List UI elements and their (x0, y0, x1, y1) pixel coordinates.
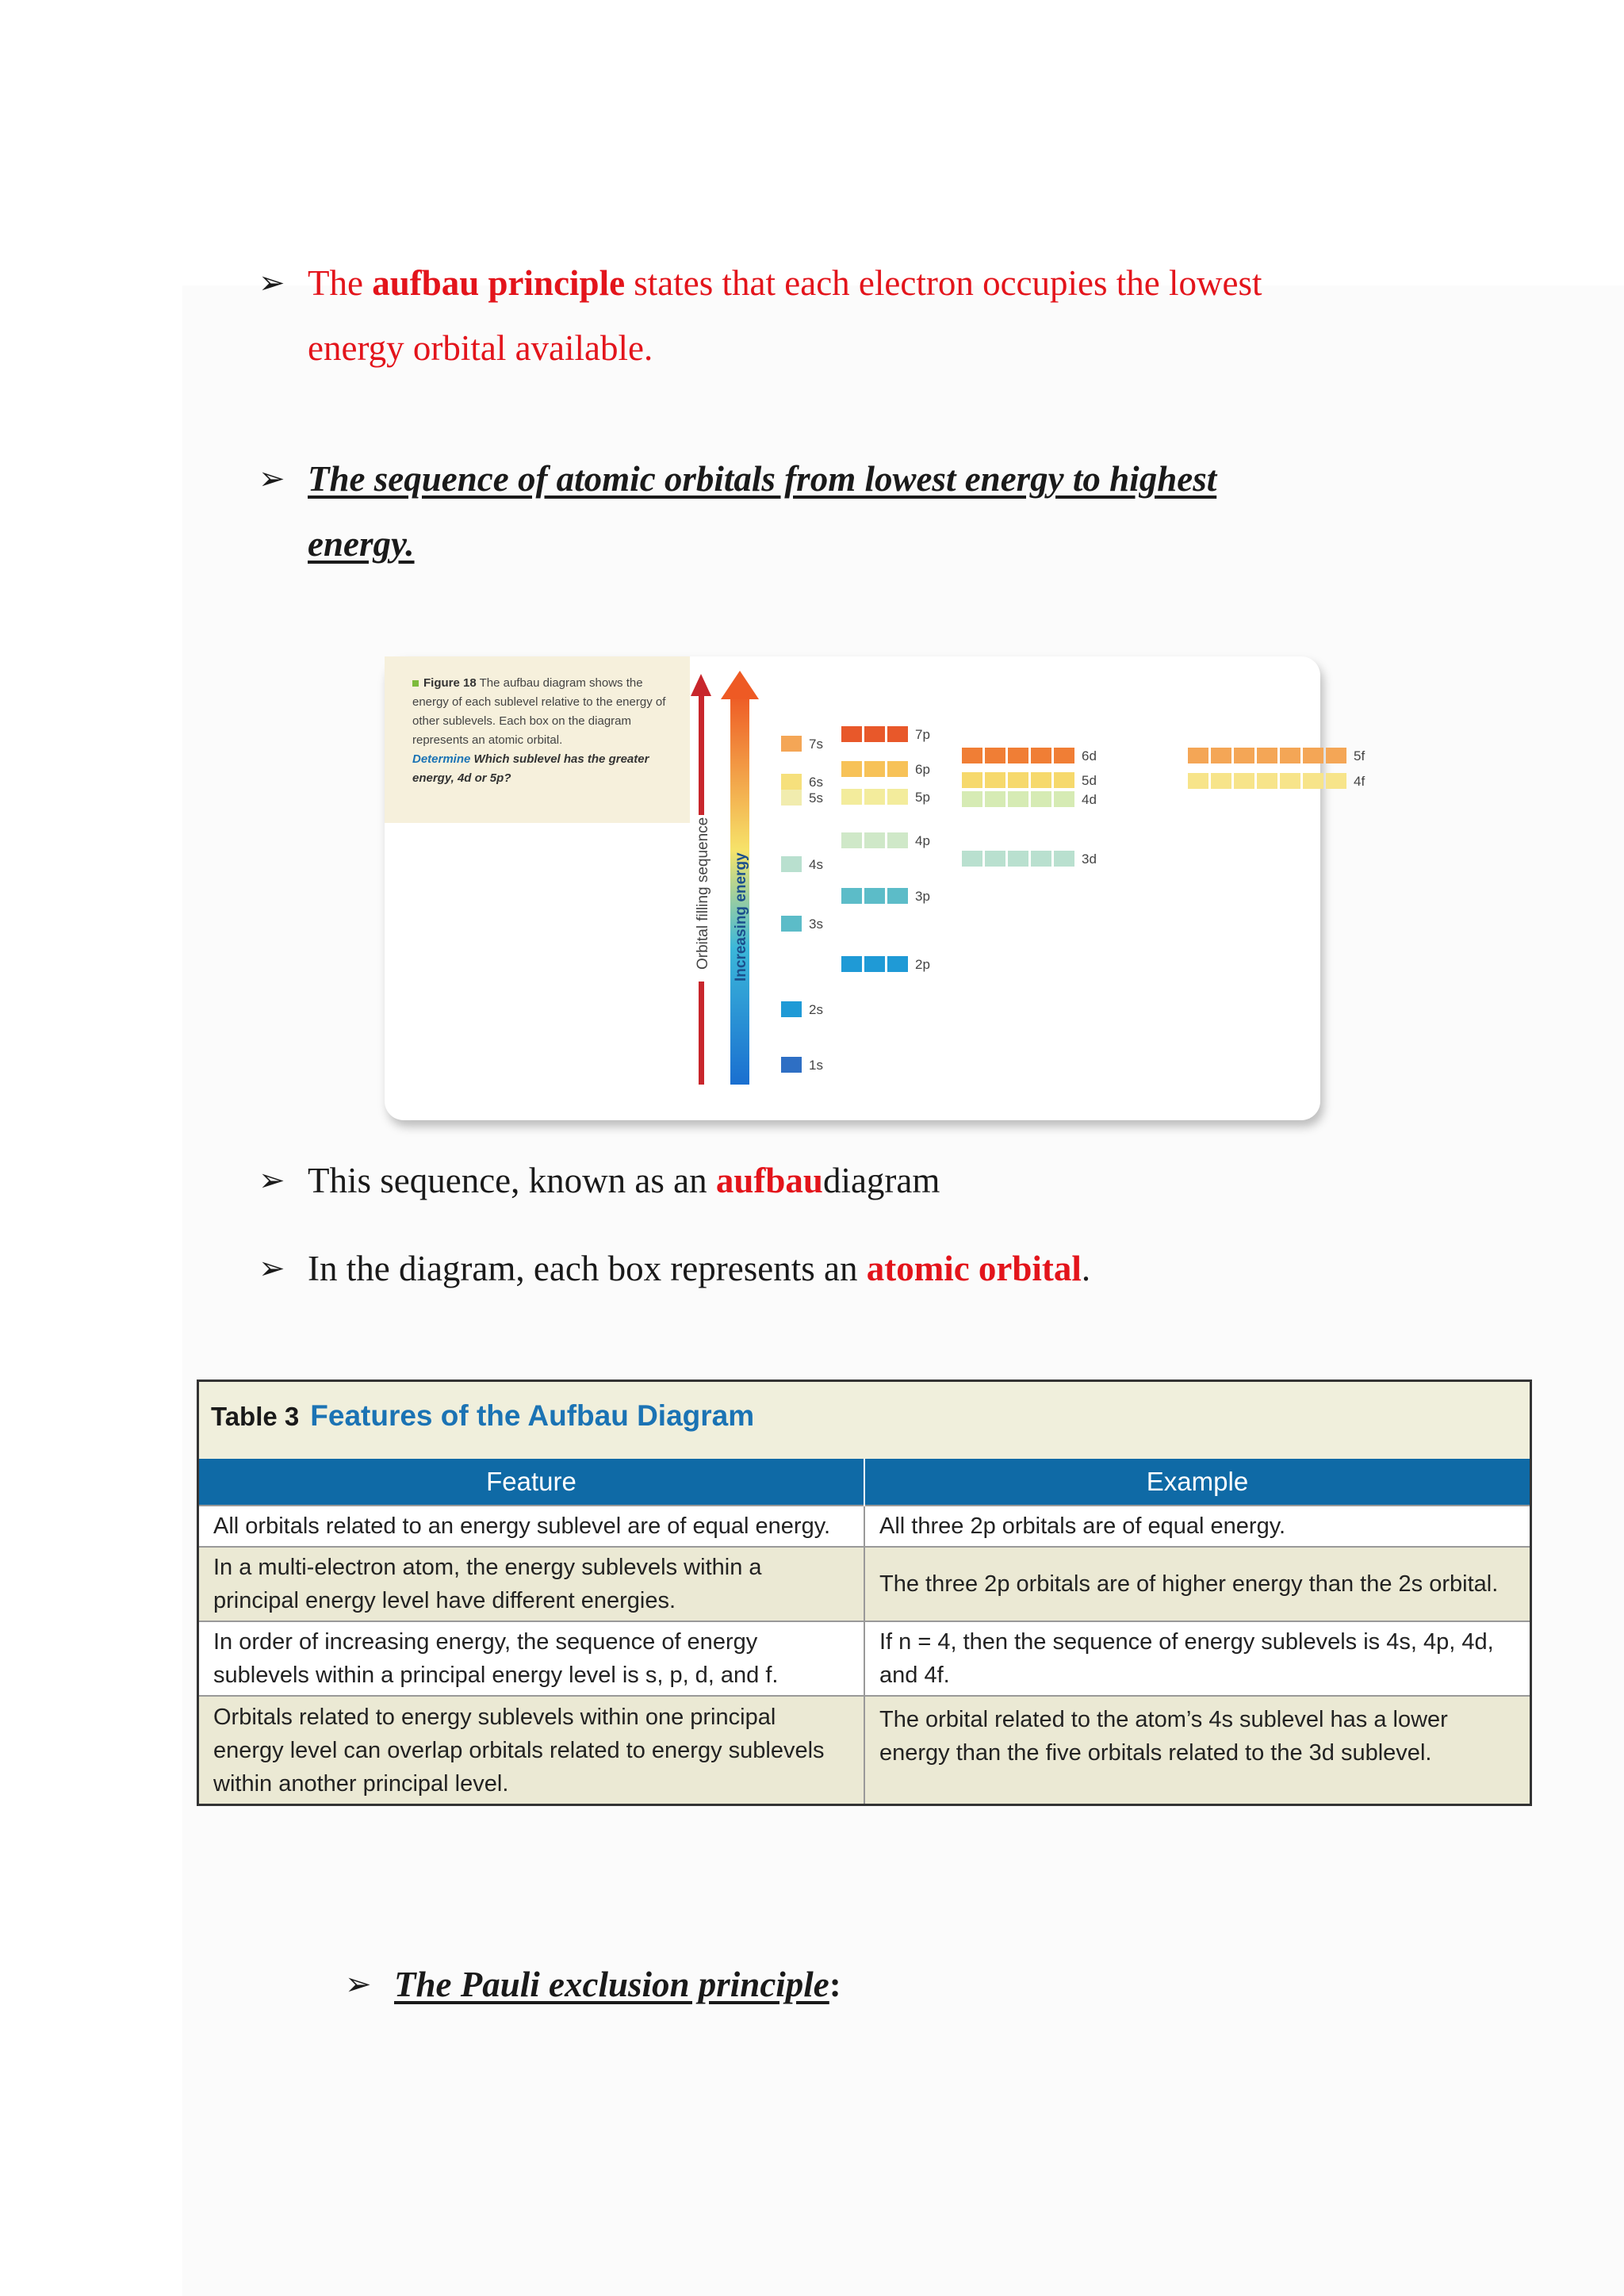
sublevel-label: 7s (809, 737, 823, 752)
sublevel-label: 4d (1082, 792, 1097, 807)
bullet-pauli-principle (345, 1952, 1346, 2017)
table-row (199, 1547, 1530, 1621)
bullet-text: states that each electron occupies the lowest (625, 263, 1262, 303)
aufbau-figure (385, 656, 1365, 1120)
sublevel-3d (962, 851, 1097, 867)
table-header-row (199, 1459, 1530, 1506)
sublevel-2s (781, 1001, 823, 1017)
bullet-text: In the diagram, each box represents an (308, 1249, 867, 1288)
orbital-box (1280, 773, 1300, 789)
table-row (199, 1696, 1530, 1804)
bullet-text: This sequence, known as an (308, 1161, 716, 1200)
aufbau-diagram (385, 656, 1365, 1120)
figure-caption-text: The aufbau diagram shows the energy of each sublevel relative to the energy of other sublevels. Each box on the diagram represents an atomic orbital. (412, 676, 666, 747)
orbital-box (962, 851, 982, 867)
sublevel-5d (962, 772, 1097, 788)
sublevel-5p (841, 789, 930, 805)
sublevel-label: 1s (809, 1058, 823, 1073)
bullet-aufbau-principle (259, 251, 1418, 381)
orbital-box (1008, 772, 1028, 788)
orbital-box (985, 851, 1005, 867)
orbital-box (887, 888, 908, 904)
arrow-bullet-icon: ➢ (259, 265, 285, 300)
orbital-box (864, 832, 885, 848)
example-cell: The three 2p orbitals are of higher energy than the 2s orbital. (864, 1547, 1530, 1621)
table-grid (199, 1459, 1530, 1804)
orbital-box (887, 832, 908, 848)
table-title (211, 1399, 754, 1433)
sublevel-5s (781, 790, 823, 806)
heading-colon: : (829, 1965, 841, 2004)
energy-arrow-head-icon (721, 671, 759, 699)
orbital-box (1211, 773, 1231, 789)
table-name: Features of the Aufbau Diagram (310, 1399, 755, 1432)
feature-cell: In order of increasing energy, the sequence of energy sublevels within a principal energy level is s, p, d, and f. (199, 1621, 864, 1696)
sublevel-label: 5d (1082, 773, 1097, 788)
orbital-box (887, 956, 908, 972)
orbital-box (864, 956, 885, 972)
arrow-bullet-icon: ➢ (259, 461, 285, 496)
orbital-box (1280, 748, 1300, 763)
term-aufbau: aufbau (715, 1161, 823, 1200)
orbital-box (962, 791, 982, 807)
orbital-box (1008, 748, 1028, 763)
figure-label: Figure 18 (423, 676, 477, 690)
increasing-energy-label: Increasing energy (733, 852, 749, 982)
heading-pauli: The Pauli exclusion principle (394, 1965, 829, 2004)
orbital-box (841, 789, 862, 805)
sublevel-label: 6d (1082, 748, 1097, 763)
filling-arrow-head-icon (691, 674, 711, 696)
orbital-box (1031, 791, 1051, 807)
orbital-box (887, 761, 908, 777)
sublevel-4d (962, 791, 1097, 807)
bullet-aufbau-diagram (259, 1148, 1418, 1213)
orbital-box (985, 791, 1005, 807)
orbital-box (962, 748, 982, 763)
sublevel-1s (781, 1057, 823, 1073)
feature-cell: Orbitals related to energy sublevels within one principal energy level can overlap orbitals related to energy sublevels within another principal level. (199, 1696, 864, 1804)
sublevel-label: 4s (809, 857, 823, 872)
orbital-box (1054, 851, 1074, 867)
sublevel-label: 4p (915, 833, 930, 848)
orbital-box (887, 789, 908, 805)
sublevel-label: 4f (1354, 774, 1365, 789)
filling-sequence-label: Orbital filling sequence (695, 817, 711, 970)
table-row (199, 1506, 1530, 1547)
orbital-box (1211, 748, 1231, 763)
orbital-box (1234, 773, 1254, 789)
orbital-box (841, 832, 862, 848)
header-example: Example (864, 1459, 1530, 1506)
orbital-box (781, 790, 802, 806)
orbital-box (1303, 748, 1323, 763)
orbital-box (781, 916, 802, 932)
bullet-text: energy orbital available. (308, 328, 653, 368)
orbital-box (1054, 772, 1074, 788)
orbital-box (841, 956, 862, 972)
orbital-box (1031, 772, 1051, 788)
orbital-box (781, 856, 802, 872)
orbital-box (841, 888, 862, 904)
orbital-box (962, 772, 982, 788)
bullet-atomic-orbital (259, 1236, 1418, 1301)
orbital-box (781, 774, 802, 790)
sublevel-label: 5s (809, 790, 823, 806)
features-table (197, 1380, 1532, 1806)
orbital-box (781, 736, 802, 752)
orbital-box (1326, 748, 1346, 763)
sublevel-label: 5p (915, 790, 930, 805)
sublevel-2p (841, 956, 930, 972)
orbital-box (841, 761, 862, 777)
bullet-text: diagram (822, 1161, 940, 1200)
sublevel-6d (962, 748, 1097, 763)
sublevel-label: 6s (809, 775, 823, 790)
determine-question: Which sublevel has the greater energy, 4d or 5p? (412, 752, 649, 785)
orbital-box (864, 761, 885, 777)
sublevel-label: 7p (915, 727, 930, 742)
sublevel-3p (841, 888, 930, 904)
table-number: Table 3 (211, 1402, 300, 1431)
orbital-box (1257, 748, 1277, 763)
sublevel-4s (781, 856, 823, 872)
feature-cell: All orbitals related to an energy sublevel are of equal energy. (199, 1506, 864, 1547)
orbital-box (1054, 748, 1074, 763)
orbital-box (864, 726, 885, 742)
heading-line-1: The sequence of atomic orbitals from lowest energy to highest (308, 459, 1217, 499)
feature-cell: In a multi-electron atom, the energy sublevels within a principal energy level have different energies. (199, 1547, 864, 1621)
determine-label: Determine (412, 752, 471, 766)
orbital-box (1054, 791, 1074, 807)
orbital-box (781, 1001, 802, 1017)
sublevel-6p (841, 761, 930, 777)
orbital-box (1326, 773, 1346, 789)
example-cell: The orbital related to the atom’s 4s sublevel has a lower energy than the five orbitals related to the 3d sublevel. (864, 1696, 1530, 1804)
sublevel-4f (1188, 773, 1365, 789)
orbital-box (1008, 851, 1028, 867)
orbital-box (887, 726, 908, 742)
bullet-sequence-heading (259, 446, 1418, 576)
orbital-box (841, 726, 862, 742)
term-aufbau-principle: aufbau principle (372, 263, 626, 303)
arrow-bullet-icon: ➢ (259, 1250, 285, 1286)
sublevel-label: 6p (915, 762, 930, 777)
sublevel-6s (781, 774, 823, 790)
sublevel-4p (841, 832, 930, 848)
arrow-bullet-icon: ➢ (259, 1162, 285, 1198)
term-atomic-orbital: atomic orbital (866, 1249, 1082, 1288)
example-cell: If n = 4, then the sequence of energy sublevels is 4s, 4p, 4d, and 4f. (864, 1621, 1530, 1696)
sublevel-label: 2p (915, 957, 930, 972)
orbital-box (1303, 773, 1323, 789)
orbital-box (864, 789, 885, 805)
orbital-box (781, 1057, 802, 1073)
sublevel-label: 3p (915, 889, 930, 904)
orbital-box (1257, 773, 1277, 789)
orbital-box (1031, 748, 1051, 763)
orbital-box (1031, 851, 1051, 867)
orbital-box (864, 888, 885, 904)
arrow-bullet-icon: ➢ (345, 1966, 372, 2002)
orbital-box (1188, 773, 1208, 789)
sublevel-label: 5f (1354, 748, 1365, 763)
orbital-box (985, 748, 1005, 763)
orbital-box (1008, 791, 1028, 807)
orbital-box (985, 772, 1005, 788)
sublevel-label: 3d (1082, 851, 1097, 867)
sublevel-3s (781, 916, 823, 932)
heading-line-2: energy. (308, 524, 415, 564)
table-row (199, 1621, 1530, 1696)
orbital-box (1188, 748, 1208, 763)
sublevel-7s (781, 736, 823, 752)
header-feature: Feature (199, 1459, 864, 1506)
sublevel-5f (1188, 748, 1365, 763)
bullet-text: The (308, 263, 373, 303)
sublevel-label: 3s (809, 916, 823, 932)
orbital-box (1234, 748, 1254, 763)
bullet-text: . (1081, 1249, 1091, 1288)
sublevel-label: 2s (809, 1002, 823, 1017)
example-cell: All three 2p orbitals are of equal energy. (864, 1506, 1530, 1547)
sublevel-7p (841, 726, 930, 742)
